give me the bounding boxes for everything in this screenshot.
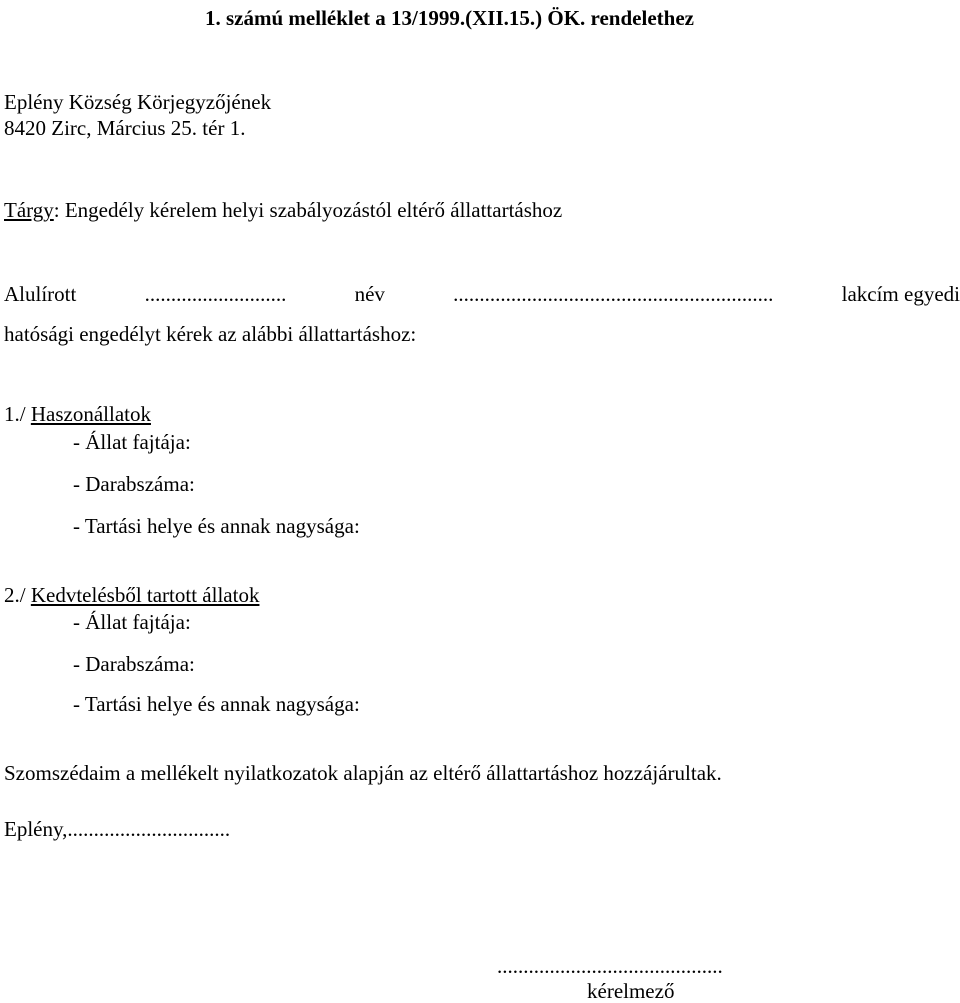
document-title: 1. számú melléklet a 13/1999.(XII.15.) ÖK. rendelethez (205, 6, 694, 30)
consent-statement: Szomszédaim a mellékelt nyilatkozatok alapján az eltérő állattartáshoz hozzájárultak. (4, 761, 722, 785)
section-1-location: - Tartási helye és annak nagysága: (73, 514, 360, 538)
subject-text: : Engedély kérelem helyi szabályozástól eltérő állattartáshoz (53, 198, 563, 222)
request-lakcim: lakcím egyedi (841, 282, 960, 306)
request-nev: név (354, 282, 385, 306)
request-name-dots: ........................... (144, 282, 287, 306)
section-1-heading (4, 404, 151, 425)
request-alulirott: Alulírott (4, 282, 77, 306)
address-line-2: 8420 Zirc, Március 25. tér 1. (4, 116, 246, 140)
address-line-1: Eplény Község Körjegyzőjének (4, 90, 272, 114)
subject-label: Tárgy (4, 198, 54, 222)
section-2-location: - Tartási helye és annak nagysága: (73, 692, 360, 716)
request-line-1 (4, 284, 960, 305)
place-date-line: Eplény,............................... (4, 817, 231, 841)
section-1-title: Haszonállatok (30, 402, 151, 426)
subject-line (4, 200, 562, 221)
section-1-species: - Állat fajtája: (73, 430, 191, 454)
section-2-count: - Darabszáma: (73, 652, 195, 676)
section-2-species: - Állat fajtája: (73, 610, 191, 634)
section-2-title: Kedvtelésből tartott állatok (30, 583, 260, 607)
request-address-dots: ............................................................. (453, 282, 774, 306)
signature-dots: ........................................... (497, 954, 723, 978)
signature-label: kérelmező (587, 979, 675, 1003)
request-line-2: hatósági engedélyt kérek az alábbi állattartáshoz: (4, 322, 417, 346)
section-2-number: 2./ (4, 583, 31, 607)
section-1-number: 1./ (4, 402, 31, 426)
section-1-count: - Darabszáma: (73, 472, 195, 496)
section-2-heading (4, 585, 259, 606)
